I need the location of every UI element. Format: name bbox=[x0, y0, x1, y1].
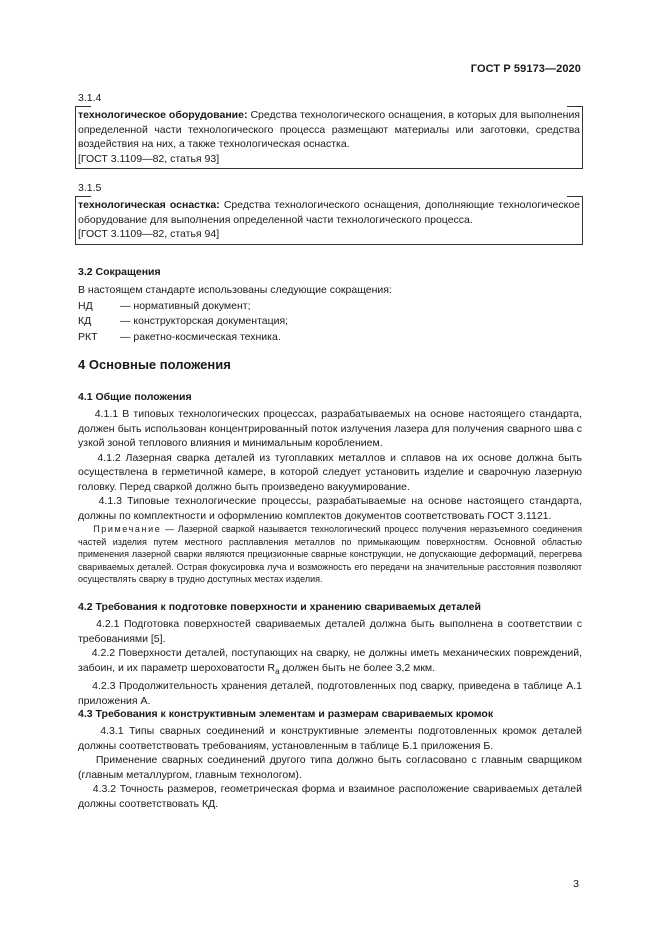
term-number: 3.1.5 bbox=[78, 182, 102, 194]
term-definition: Средства технологического оснащения, дополняющие технологическое оборудование для выполнения определенной части технологического процесса. bbox=[78, 199, 580, 226]
paragraph: 4.3.1 Типы сварных соединений и конструктивные элементы подготовленных кромок деталей должны соответствовать требованиям, установленным в таблице Б.1 приложения Б. bbox=[78, 725, 582, 752]
paragraph: 4.1.1 В типовых технологических процессах, разрабатываемых на основе настоящего стандарта, должен быть использован концентрированный поток излучения лазера для получения сварного шва с узкой зоной теплового влияния и минимальным короблением. bbox=[78, 408, 582, 449]
section-body bbox=[78, 407, 582, 523]
term-reference: [ГОСТ 3.1109—82, статья 94] bbox=[78, 228, 220, 240]
page-number: 3 bbox=[573, 878, 579, 890]
abbreviation-item bbox=[78, 330, 392, 346]
paragraph: 4.2.3 Продолжительность хранения деталей, подготовленных под сварку, приведена в таблице А.1 приложения А. bbox=[78, 680, 582, 707]
paragraph: 4.2.1 Подготовка поверхностей свариваемых деталей должна быть выполнена в соответствии с требованиями [5]. bbox=[78, 618, 582, 645]
abbreviation-meaning: — конструкторская документация; bbox=[120, 315, 289, 327]
paragraph: 4.3.2 Точность размеров, геометрическая форма и взаимное расположение свариваемых деталей должны соответствовать КД. bbox=[78, 783, 582, 810]
term-name: технологическая оснастка: bbox=[78, 199, 220, 211]
note-text: — Лазерной сваркой называется технологический процесс получения неразъемного соединения частей изделия путем местного расплавления металлов по примыкающим поверхностям. Основной областью применения лазерной сварки являются прецизионные сварные конструкции, не допускающие деформаций, перегрева свариваемых деталей. Острая фокусировка луча и возможность его передачи на значительные расстояния позволяют осуществлять сварку в трудно доступных местах изделия. bbox=[78, 524, 582, 584]
term-definition: Средства технологического оснащения, в которых для выполнения определенной части технологического процесса размещают материалы или заготовки, средства воздействия на них, а также технологическая оснастка. bbox=[78, 109, 580, 150]
note bbox=[78, 523, 582, 586]
section-heading: 3.2 Сокращения bbox=[78, 266, 161, 278]
abbreviation: РКТ bbox=[78, 330, 98, 343]
abbreviation-intro: В настоящем стандарте использованы следующие сокращения: bbox=[78, 284, 392, 296]
term-text bbox=[76, 196, 582, 227]
term-number: 3.1.4 bbox=[78, 92, 102, 104]
section-body bbox=[78, 617, 582, 708]
note-label: Примечание bbox=[93, 524, 162, 534]
term-box bbox=[75, 106, 583, 169]
term-reference: [ГОСТ 3.1109—82, статья 93] bbox=[78, 152, 220, 165]
term-box bbox=[75, 196, 583, 245]
section-heading: 4.3 Требования к конструктивным элементам и размерам свариваемых кромок bbox=[78, 708, 494, 720]
paragraph: 4.2.2 Поверхности деталей, поступающих на сварку, не должны иметь механических повреждений, забоин, и их параметр шероховатости $R_a$ должен быть не более 3,2 мкм. bbox=[78, 647, 582, 676]
chapter-heading: 4 Основные положения bbox=[78, 357, 231, 372]
paragraph: 4.1.3 Типовые технологические процессы, разрабатываемые на основе настоящего стандарта, должны по комплектности и оформлению комплектов документов соответствовать ГОСТ 3.1121. bbox=[78, 495, 582, 522]
section-heading: 4.1 Общие положения bbox=[78, 391, 192, 403]
abbreviation-item bbox=[78, 314, 392, 330]
section-heading: 4.2 Требования к подготовке поверхности и хранению свариваемых деталей bbox=[78, 601, 481, 613]
abbreviation-item bbox=[78, 299, 392, 315]
abbreviation: КД bbox=[78, 315, 92, 327]
abbreviation-meaning: — нормативный документ; bbox=[120, 299, 251, 312]
document-header: ГОСТ Р 59173—2020 bbox=[470, 63, 581, 75]
abbreviation-meaning: — ракетно-космическая техника. bbox=[120, 330, 281, 343]
abbreviation: НД bbox=[78, 299, 93, 312]
term-name: технологическое оборудование: bbox=[78, 109, 248, 121]
paragraph: 4.1.2 Лазерная сварка деталей из тугоплавких металлов и сплавов на их основе должна быть осуществлена в герметичной камере, в которой следует установить изделие и сварочную лазерную головку. Перед сваркой должно быть произведено вакуумирование. bbox=[78, 451, 582, 493]
paragraph: Применение сварных соединений другого типа должно быть согласовано с главным сварщиком (главным металлургом, главным технологом). bbox=[78, 754, 582, 781]
term-text bbox=[76, 106, 582, 152]
section-body bbox=[78, 724, 582, 811]
abbreviation-list bbox=[78, 283, 392, 345]
